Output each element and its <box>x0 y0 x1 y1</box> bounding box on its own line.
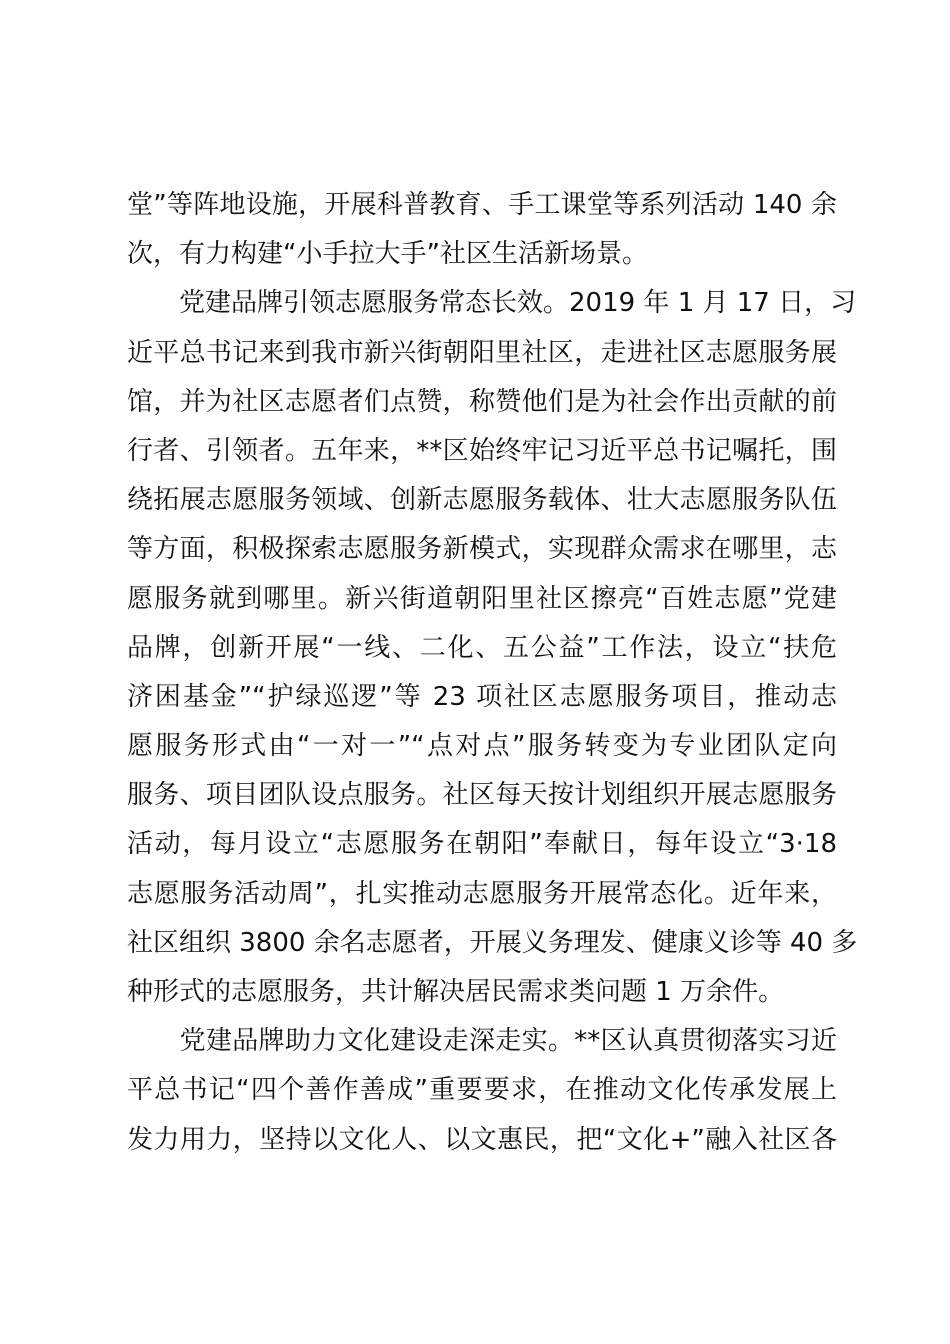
text-line: 堂”等阵地设施，开展科普教育、手工课堂等系列活动 140 余 <box>127 190 837 220</box>
text-line: 品牌，创新开展“一线、二化、五公益”工作法，设立“扶危 <box>127 632 837 663</box>
text-line: 志愿服务活动周”，扎实推动志愿服务开展常态化。近年来， <box>127 878 837 909</box>
text-line: 济困基金”“护绿巡逻”等 23 项社区志愿服务项目，推动志 <box>127 681 837 712</box>
text-line: 发力用力，坚持以文化人、以文惠民，把“文化+”融入社区各 <box>127 1124 837 1155</box>
paragraph-1 <box>127 181 837 279</box>
text-line: 次，有力构建“小手拉大手”社区生活新场景。 <box>127 239 648 270</box>
paragraph-3 <box>127 1017 837 1165</box>
paragraph-2 <box>127 279 858 1017</box>
text-line: 平总书记“四个善作善成”重要要求，在推动文化传承发展上 <box>127 1075 837 1106</box>
text-line: 馆，并为社区志愿者们点赞，称赞他们是为社会作出贡献的前 <box>127 386 837 417</box>
text-line: 活动，每月设立“志愿服务在朝阳”奉献日，每年设立“3·18 <box>127 829 837 860</box>
text-line: 愿服务形式由“一对一”“点对点”服务转变为专业团队定向 <box>127 731 837 762</box>
text-line: 愿服务就到哪里。新兴街道朝阳里社区擦亮“百姓志愿”党建 <box>127 583 837 614</box>
text-line: 社区组织 3800 余名志愿者，开展义务理发、健康义诊等 40 多 <box>127 927 858 958</box>
text-line: 党建品牌引领志愿服务常态长效。2019 年 1 月 17 日，习 <box>127 288 857 319</box>
text-line: 党建品牌助力文化建设走深走实。**区认真贯彻落实习近 <box>127 1026 837 1057</box>
document-body <box>127 181 858 1165</box>
text-line: 等方面，积极探索志愿服务新模式，实现群众需求在哪里，志 <box>127 534 837 565</box>
text-line: 近平总书记来到我市新兴街朝阳里社区，走进社区志愿服务展 <box>127 337 837 368</box>
text-line: 种形式的志愿服务，共计解决居民需求类问题 1 万余件。 <box>127 977 785 1007</box>
text-line: 绕拓展志愿服务领域、创新志愿服务载体、壮大志愿服务队伍 <box>127 485 837 516</box>
text-line: 服务、项目团队设点服务。社区每天按计划组织开展志愿服务 <box>127 780 837 811</box>
text-line: 行者、引领者。五年来，**区始终牢记习近平总书记嘱托，围 <box>127 435 837 466</box>
